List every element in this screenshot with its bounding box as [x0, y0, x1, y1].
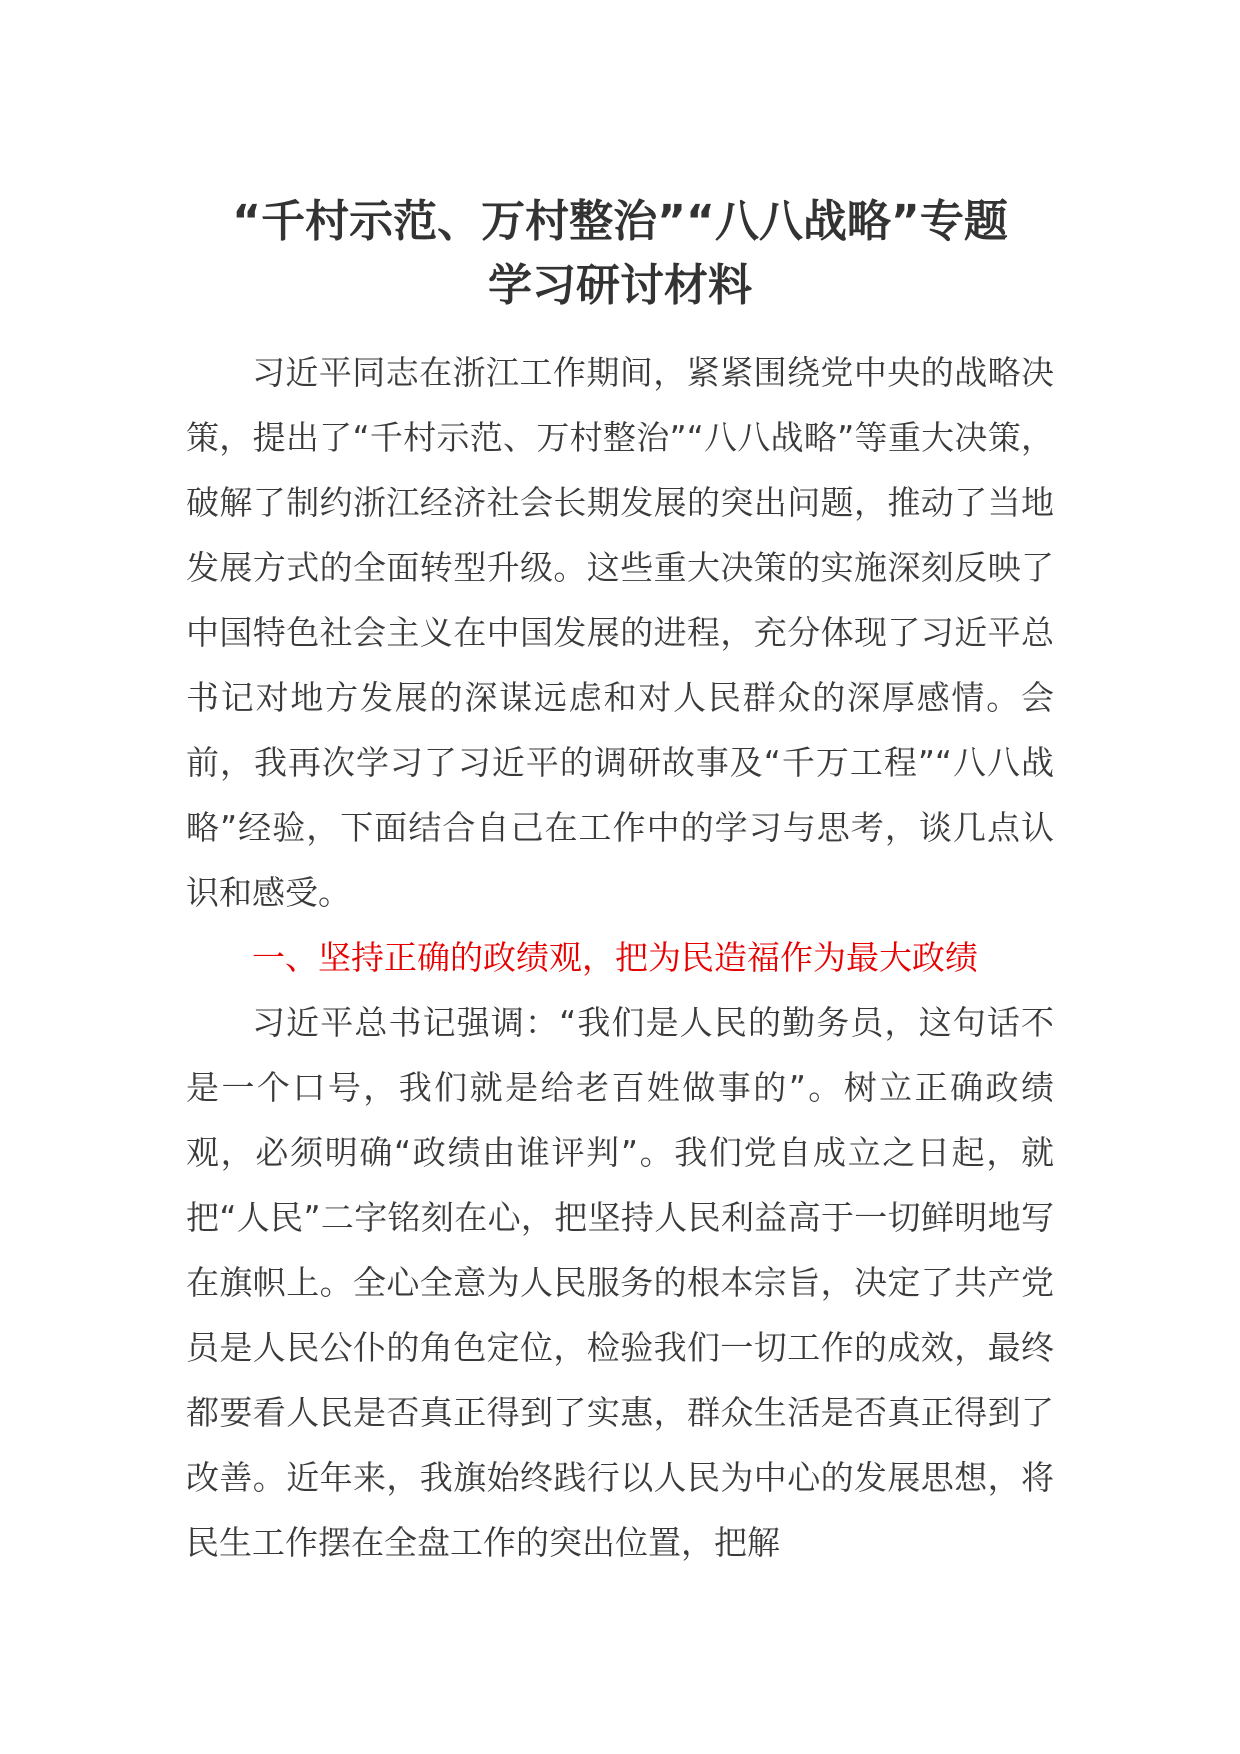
section-heading-1: 一、坚持正确的政绩观，把为民造福作为最大政绩	[252, 938, 978, 977]
title-line-1: “千村示范、万村整治”“八八战略”专题	[232, 196, 1008, 247]
document-title	[186, 190, 1054, 318]
intro-paragraph: 习近平同志在浙江工作期间，紧紧围绕党中央的战略决策，提出了“千村示范、万村整治”“八八战略”等重大决策，破解了制约浙江经济社会长期发展的突出问题，推动了当地发展方式的全面转型升级。这些重大决策的实施深刻反映了中国特色社会主义在中国发展的进程，充分体现了习近平总书记对地方发展的深谋远虑和对人民群众的深厚感情。会前，我再次学习了习近平的调研故事及“千万工程”“八八战略”经验，下面结合自己在工作中的学习与思考，谈几点认识和感受。	[186, 353, 1054, 912]
title-line-2: 学习研讨材料	[488, 260, 752, 311]
body-paragraph-2: 习近平总书记强调：“我们是人民的勤务员，这句话不是一个口号，我们就是给老百姓做事的”。树立正确政绩观，必须明确“政绩由谁评判”。我们党自成立之日起，就把“人民”二字铭刻在心，把坚持人民利益高于一切鲜明地写在旗帜上。全心全意为人民服务的根本宗旨，决定了共产党员是人民公仆的角色定位，检验我们一切工作的成效，最终都要看人民是否真正得到了实惠，群众生活是否真正得到了改善。近年来，我旗始终践行以人民为中心的发展思想，将民生工作摆在全盘工作的突出位置，把解	[186, 1003, 1054, 1562]
document-content	[186, 190, 1054, 1575]
